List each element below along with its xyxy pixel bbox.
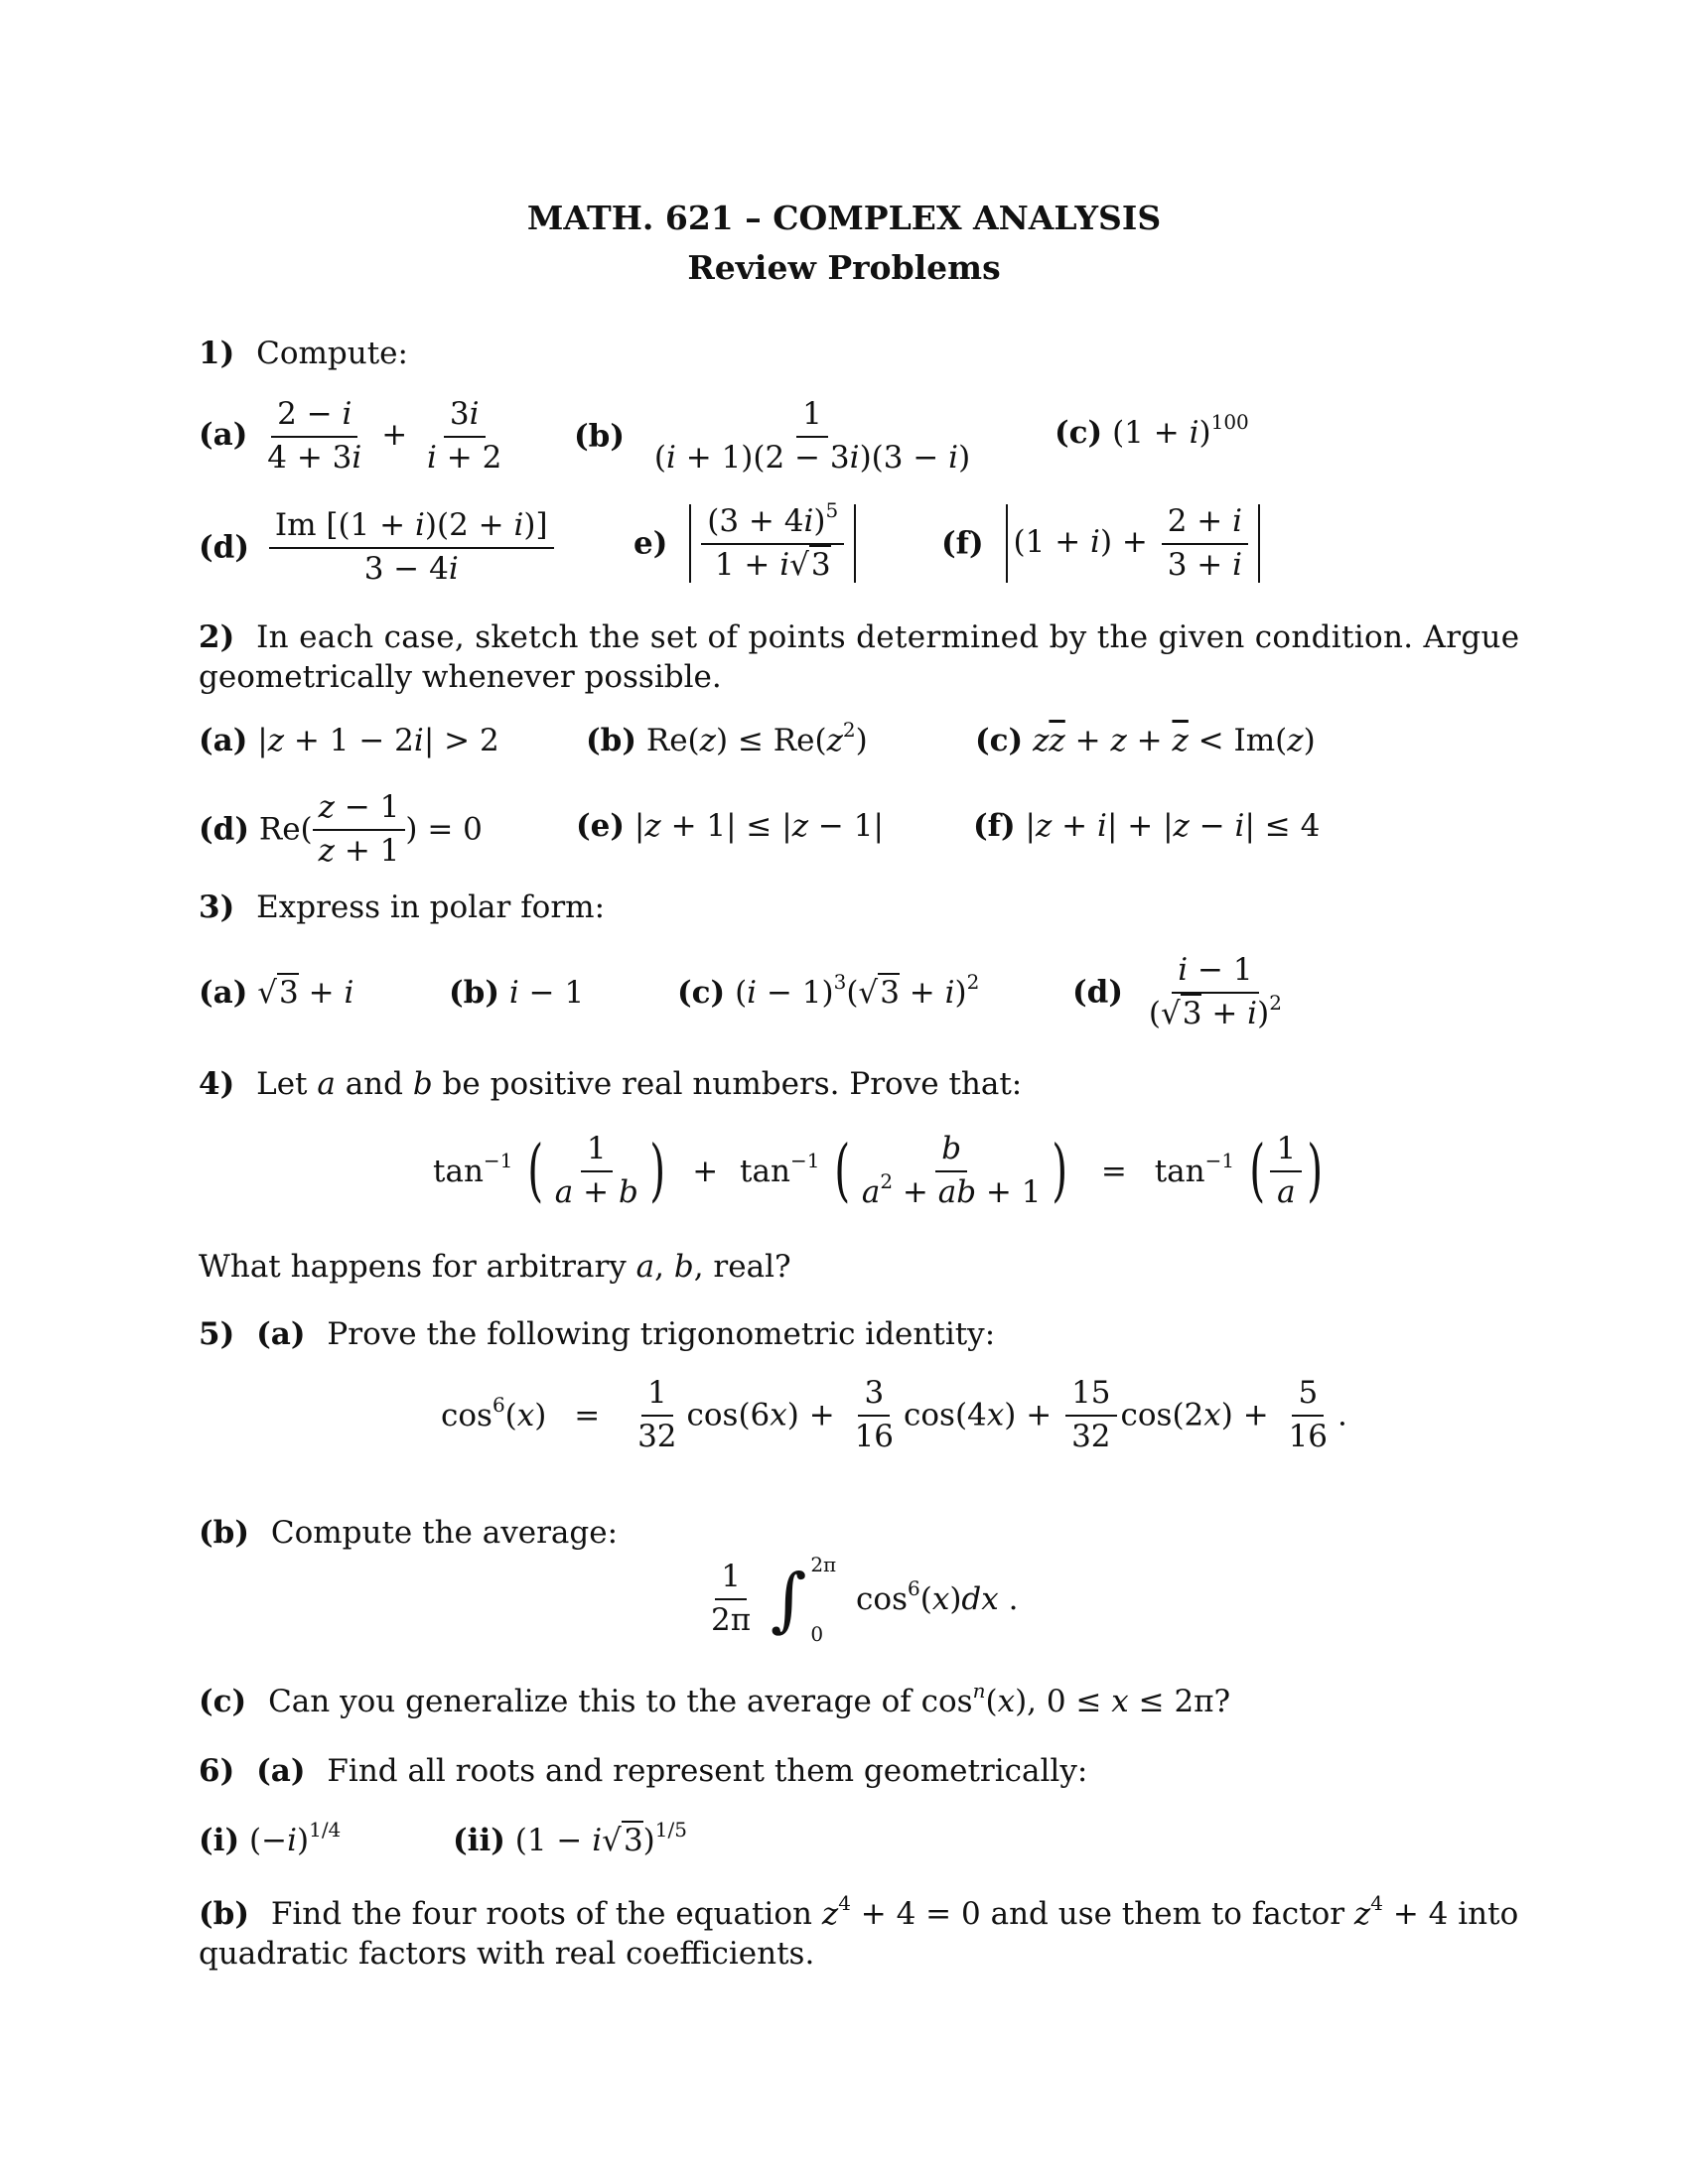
problem-2c: (c) $z\overline{z} + z + \overline{z} < Im(z)$ — [975, 723, 1316, 758]
problem-1d — [199, 508, 558, 587]
problem-number: 6) — [199, 1753, 235, 1789]
problem-6b-cont: quadratic factors with real coefficients. — [199, 1936, 815, 1972]
part-label: (b) — [449, 975, 500, 1011]
part-text: Prove the following trigonometric identity: — [327, 1316, 996, 1352]
problem-1f: (f) (1 + i) + $\frac{2 + i}{3 + i}$ — [941, 504, 1260, 583]
problem-number: 4) — [199, 1066, 235, 1102]
problem-2e: (e) |z + 1| ≤ |z − 1| — [576, 808, 884, 844]
problem-1c: (c) $(1 + i)^{100}$ — [1055, 410, 1249, 451]
part-label: (b) — [574, 418, 626, 455]
problem-6a-ii: (ii) $(1 - i√3)^{1/5}$ — [453, 1818, 687, 1858]
part-label: (a) — [199, 723, 248, 758]
fraction: $\frac{3i}{i + 2}$ — [427, 396, 502, 476]
part-label: (d) — [199, 529, 250, 566]
problem-1b — [574, 397, 980, 476]
fraction: $\frac{1}{(i + 1)(2 - 3i)(3 - i)}$ — [653, 396, 971, 476]
problem-5c: (c) Can you generalize this to the average of $\cos^n(x)$, 0 ≤ x ≤ 2π? — [199, 1679, 1231, 1719]
problem-2d: (d) Re( $\frac{z - 1}{z + 1}$ ) = 0 — [199, 789, 483, 869]
problem-2f: (f) |z + i| + |z − i| ≤ 4 — [973, 808, 1321, 844]
part-label: (f) — [973, 808, 1016, 844]
problem-prompt: Express in polar form: — [256, 889, 606, 925]
problem-5b-heading — [199, 1515, 618, 1551]
problem-5a-heading — [199, 1316, 995, 1352]
problem-3-heading — [199, 889, 605, 925]
problem-2-heading — [199, 617, 1519, 657]
problem-6a-heading — [199, 1753, 1087, 1789]
part-label: (f) — [941, 525, 984, 562]
part-label: (c) — [1055, 415, 1103, 451]
fraction: $\frac{z - 1}{z + 1}$ — [313, 790, 406, 869]
problem-2b: (b) $Re(z) \le Re(z^2)$ — [586, 718, 868, 758]
fraction: $\frac{2 + i}{3 + i}$ — [1162, 504, 1248, 583]
problem-3c: (c) $(i - 1)^3(√3 + i)^2$ — [677, 970, 980, 1011]
part-label: (b) — [199, 1515, 250, 1551]
problem-2-prompt-cont: geometrically whenever possible. — [199, 659, 722, 695]
part-label: (d) — [199, 811, 250, 848]
problem-5b-integral: $\frac{1}{2\pi}$ ∫ 2π 0 $\cos^6(x)dx$ . — [701, 1555, 1018, 1644]
problem-number: 1) — [199, 336, 235, 371]
fraction: $\frac{b}{a^2 + ab + 1}$ — [861, 1131, 1042, 1210]
problem-4-identity: $\tan^{-1}$ ( $\frac{1}{a + b}$ ) + $\tan^{-1}$ ( $\frac{b}{a^2 + ab + 1}$ ) = $\tan^{-1}$ ( $\frac{1}{a}$ ) — [433, 1131, 1324, 1210]
problem-1-heading — [199, 336, 408, 371]
problem-5a-identity: $\cos^6(x)$ = $\frac{1}{32}$ cos(6x) + $\frac{3}{16}$ cos(4x) + $\frac{15}{32}$ cos(2x) + $\frac{5}{16}$ . — [441, 1375, 1347, 1454]
part-label: (b) — [586, 723, 637, 758]
problem-prompt: In each case, sketch the set of points determined by the given condition. Argue — [256, 619, 1520, 655]
subpart-label: (i) — [199, 1823, 240, 1858]
fraction: $\frac{5}{16}$ — [1288, 1375, 1329, 1454]
part-label: (b) — [199, 1896, 250, 1932]
problem-3a: (a) √3 + i — [199, 975, 354, 1011]
problem-prompt: Compute: — [256, 336, 408, 371]
fraction: $\frac{2 - i}{4 + 3i}$ — [267, 396, 362, 476]
fraction: $\frac{1}{a + b}$ — [554, 1131, 638, 1210]
fraction: $\frac{(3 + 4i)^5}{1 + i√3}$ — [701, 504, 844, 583]
integral-limits: 2π 0 — [810, 1553, 837, 1646]
problem-4-heading: 4) Let a and b be positive real numbers. Prove that: — [199, 1066, 1023, 1102]
part-label: (a) — [256, 1316, 306, 1352]
subpart-label: (ii) — [453, 1823, 505, 1858]
part-label: (d) — [1072, 974, 1124, 1011]
fraction: $\frac{3}{16}$ — [854, 1375, 895, 1454]
part-label: (c) — [199, 1684, 247, 1719]
part-label: (a) — [199, 417, 248, 454]
part-label: (a) — [256, 1753, 306, 1789]
problem-3d — [1072, 953, 1292, 1031]
part-text: Compute the average: — [270, 1515, 619, 1551]
problem-3b: (b) i − 1 — [449, 975, 585, 1011]
fraction: $\frac{1}{2\pi}$ — [711, 1559, 752, 1638]
problem-number: 3) — [199, 889, 235, 925]
part-label: (a) — [199, 975, 248, 1011]
fraction: $\frac{1}{a}$ — [1270, 1132, 1302, 1210]
fraction: $\frac{Im [(1 + i)(2 + i)]}{3 - 4i}$ — [269, 508, 554, 587]
problem-2a: (a) |z + 1 − 2i| > 2 — [199, 723, 499, 758]
fraction: $\frac{15}{32}$ — [1065, 1376, 1116, 1454]
part-label: (c) — [975, 723, 1024, 758]
problem-6b: (b) Find the four roots of the equation $z^4 + 4 = 0$ and use them to factor $z^4 + 4$ into — [199, 1891, 1519, 1932]
problem-number: 5) — [199, 1316, 235, 1352]
problem-1a: (a) $\frac{2 - i}{4 + 3i}$ + $\frac{3i}{i + 2}$ — [199, 397, 511, 476]
part-label: e) — [633, 525, 668, 562]
problem-1e — [633, 498, 856, 583]
part-label: (e) — [576, 808, 626, 844]
problem-number: 2) — [199, 619, 235, 655]
fraction: $\frac{1}{32}$ — [637, 1375, 677, 1454]
fraction: $\frac{i - 1}{(√3 + i)^2}$ — [1148, 952, 1282, 1031]
integral-sign: ∫ — [770, 1559, 807, 1640]
part-label: (c) — [677, 975, 726, 1011]
page-subtitle: Review Problems — [687, 248, 1001, 287]
page-title: MATH. 621 – COMPLEX ANALYSIS — [526, 199, 1162, 237]
problem-6a-i: (i) $(-i)^{1/4}$ — [199, 1818, 342, 1858]
part-text: Find all roots and represent them geometrically: — [327, 1753, 1088, 1789]
problem-4-followup: What happens for arbitrary a, b, real? — [199, 1249, 791, 1285]
